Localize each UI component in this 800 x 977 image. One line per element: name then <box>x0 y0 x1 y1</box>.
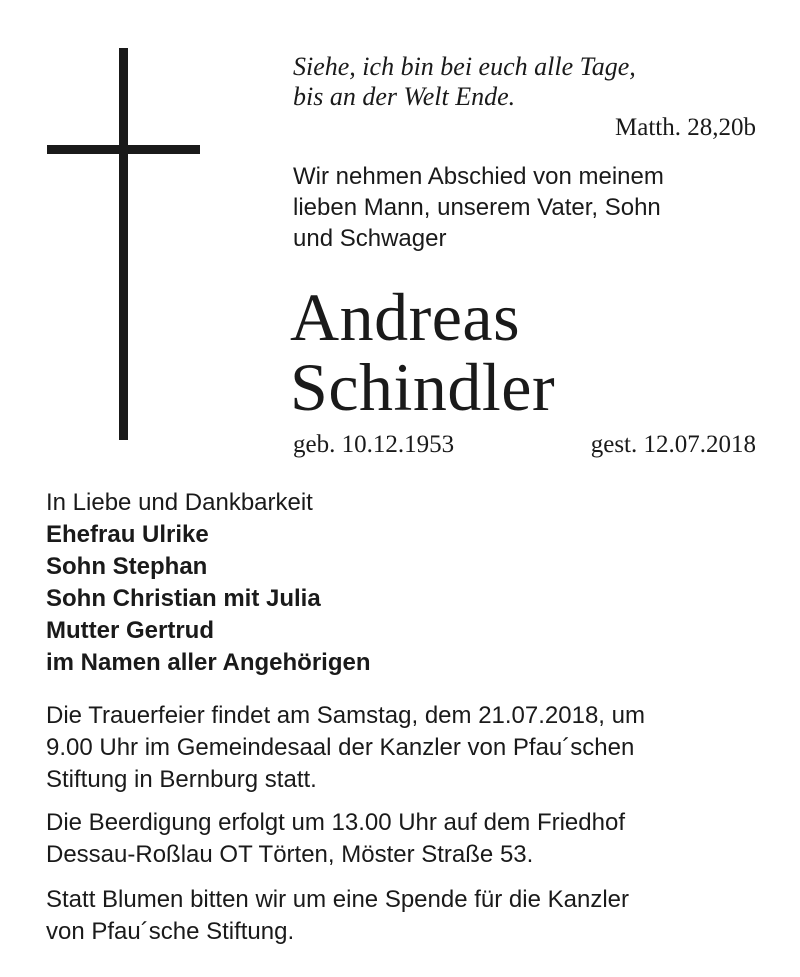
mourner-name: Sohn Christian mit Julia <box>46 585 321 612</box>
funeral-service-line: Die Trauerfeier findet am Samstag, dem 21.07.2018, um <box>46 702 645 729</box>
first-name: Andreas <box>290 279 521 355</box>
farewell-text <box>293 161 763 254</box>
verse-line-1: Siehe, ich bin bei euch alle Tage, <box>293 52 636 81</box>
mourners-intro: In Liebe und Dankbarkeit <box>46 489 313 516</box>
burial-notice <box>46 807 766 871</box>
funeral-service-line: 9.00 Uhr im Gemeindesaal der Kanzler von Pfau´schen <box>46 734 635 761</box>
burial-line: Dessau-Roßlau OT Törten, Möster Straße 53. <box>46 841 534 868</box>
funeral-service-notice <box>46 700 766 796</box>
birth-date: geb. 10.12.1953 <box>293 431 455 458</box>
funeral-service-line: Stiftung in Bernburg statt. <box>46 766 317 793</box>
deceased-name <box>290 279 790 425</box>
verse-reference: Matth. 28,20b <box>615 114 756 141</box>
death-date: gest. 12.07.2018 <box>590 431 756 458</box>
farewell-line-3: und Schwager <box>293 225 447 252</box>
farewell-line-2: lieben Mann, unserem Vater, Sohn <box>293 194 661 221</box>
last-name: Schindler <box>290 349 556 425</box>
cross-vertical-bar <box>119 48 128 440</box>
mourner-name: im Namen aller Angehörigen <box>46 649 371 676</box>
verse-line-2: bis an der Welt Ende. <box>293 82 516 111</box>
bible-verse <box>293 52 763 112</box>
donation-line: Statt Blumen bitten wir um eine Spende für die Kanzler <box>46 886 629 913</box>
cross-horizontal-bar <box>47 145 200 154</box>
mourner-name: Mutter Gertrud <box>46 617 214 644</box>
donation-notice <box>46 884 766 948</box>
burial-line: Die Beerdigung erfolgt um 13.00 Uhr auf dem Friedhof <box>46 809 625 836</box>
mourner-name: Sohn Stephan <box>46 553 208 580</box>
farewell-line-1: Wir nehmen Abschied von meinem <box>293 163 664 190</box>
donation-line: von Pfau´sche Stiftung. <box>46 918 295 945</box>
mourners-list <box>46 487 766 679</box>
mourner-name: Ehefrau Ulrike <box>46 521 209 548</box>
